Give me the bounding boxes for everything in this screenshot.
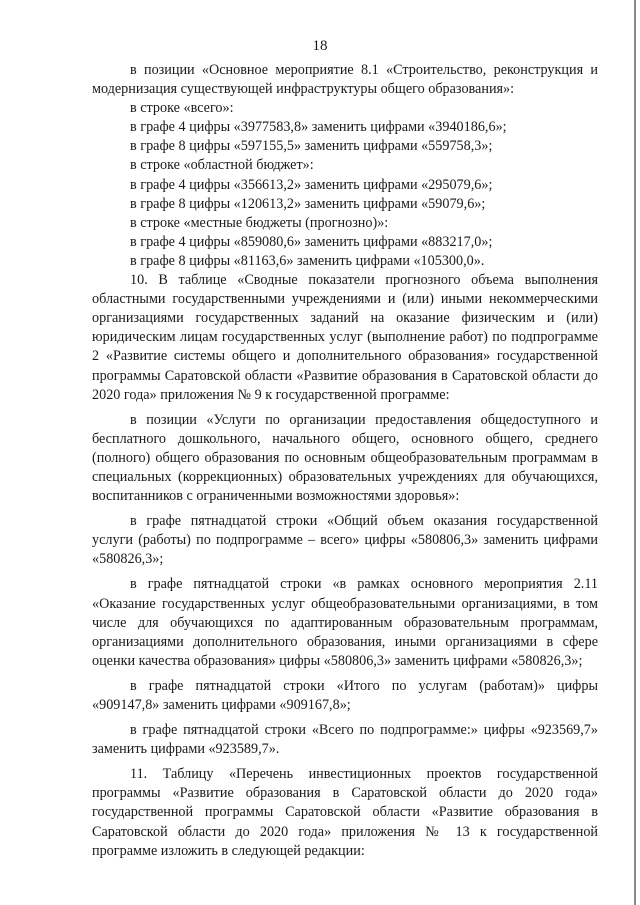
paragraph-item-10: 10. В таблице «Сводные показатели прогнозного объема выполнения областными государственными учреждениями и (или) иными некоммерческими организациями государственных заданий на оказание физическим и (или) юридическим лицам государственных услуг (выполнение работ) по подпрограмме 2 «Развитие системы общего и дополнительного образования» государственной программы Саратовской области «Развитие образования в Саратовской области до 2020 года» приложения № 9 к государственной программе: — [92, 272, 598, 403]
paragraph-position-8-1: в позиции «Основное мероприятие 8.1 «Строительство, реконструкция и модернизация существующей инфраструктуры общего образования»: — [92, 62, 598, 98]
paragraph-total-col8: в графе 8 цифры «597155,5» заменить цифрами «559758,3»; — [130, 138, 493, 155]
page-number: 18 — [312, 38, 328, 54]
paragraph-local-col8: в графе 8 цифры «81163,6» заменить цифрами «105300,0». — [130, 252, 485, 269]
paragraph-col15-measure-2-11: в графе пятнадцатой строки «в рамках основного мероприятия 2.11 «Оказание государственных услуг общеобразовательными организациями, в том числе для обучающихся по адаптированным образовательным программам, организациями дополнительного образования, иными организациями в сфере оценки качества образования» цифры «580806,3» заменить цифрами «580826,3»; — [92, 576, 598, 669]
paragraph-regional-col8: в графе 8 цифры «120613,2» заменить цифрами «59079,6»; — [130, 195, 486, 212]
paragraph-total-col4: в графе 4 цифры «3977583,8» заменить цифрами «3940186,6»; — [130, 119, 507, 136]
paragraph-local-col4: в графе 4 цифры «859080,6» заменить цифрами «883217,0»; — [130, 233, 493, 250]
document-body — [92, 61, 598, 861]
paragraph-row-regional-budget: в строке «областной бюджет»: — [130, 157, 314, 174]
paragraph-services-position: в позиции «Услуги по организации предоставления общедоступного и бесплатного дошкольного, начального общего, основного общего, среднего (полного) общего образования по основным общеобразовательным программам в специальных (коррекционных) образовательных учреждениях для обучающихся, воспитанников с ограниченными возможностями здоровья»: — [92, 411, 598, 505]
paragraph-col15-total-volume: в графе пятнадцатой строки «Общий объем оказания государственной услуги (работы) по подпрограмме – всего» цифры «580806,3» заменить цифрами «580826,3»; — [92, 513, 598, 568]
paragraph-row-total: в строке «всего»: — [130, 100, 234, 117]
paragraph-regional-col4: в графе 4 цифры «356613,2» заменить цифрами «295079,6»; — [130, 176, 493, 193]
paragraph-col15-services-total: в графе пятнадцатой строки «Итого по услугам (работам)» цифры «909147,8» заменить цифрами «909167,8»; — [92, 677, 598, 713]
paragraph-col15-subprogram-total: в графе пятнадцатой строки «Всего по подпрограмме:» цифры «923569,7» заменить цифрами «923589,7». — [92, 722, 598, 758]
paragraph-row-local-budgets: в строке «местные бюджеты (прогнозно)»: — [130, 214, 389, 231]
paragraph-item-11: 11. Таблицу «Перечень инвестиционных проектов государственной программы «Развитие образования в Саратовской области до 2020 года» государственной программы Саратовской области «Развитие образования в Саратовской области до 2020 года» приложения № 13 к государственной программе изложить в следующей редакции: — [92, 766, 598, 859]
scan-edge-line — [634, 0, 636, 905]
